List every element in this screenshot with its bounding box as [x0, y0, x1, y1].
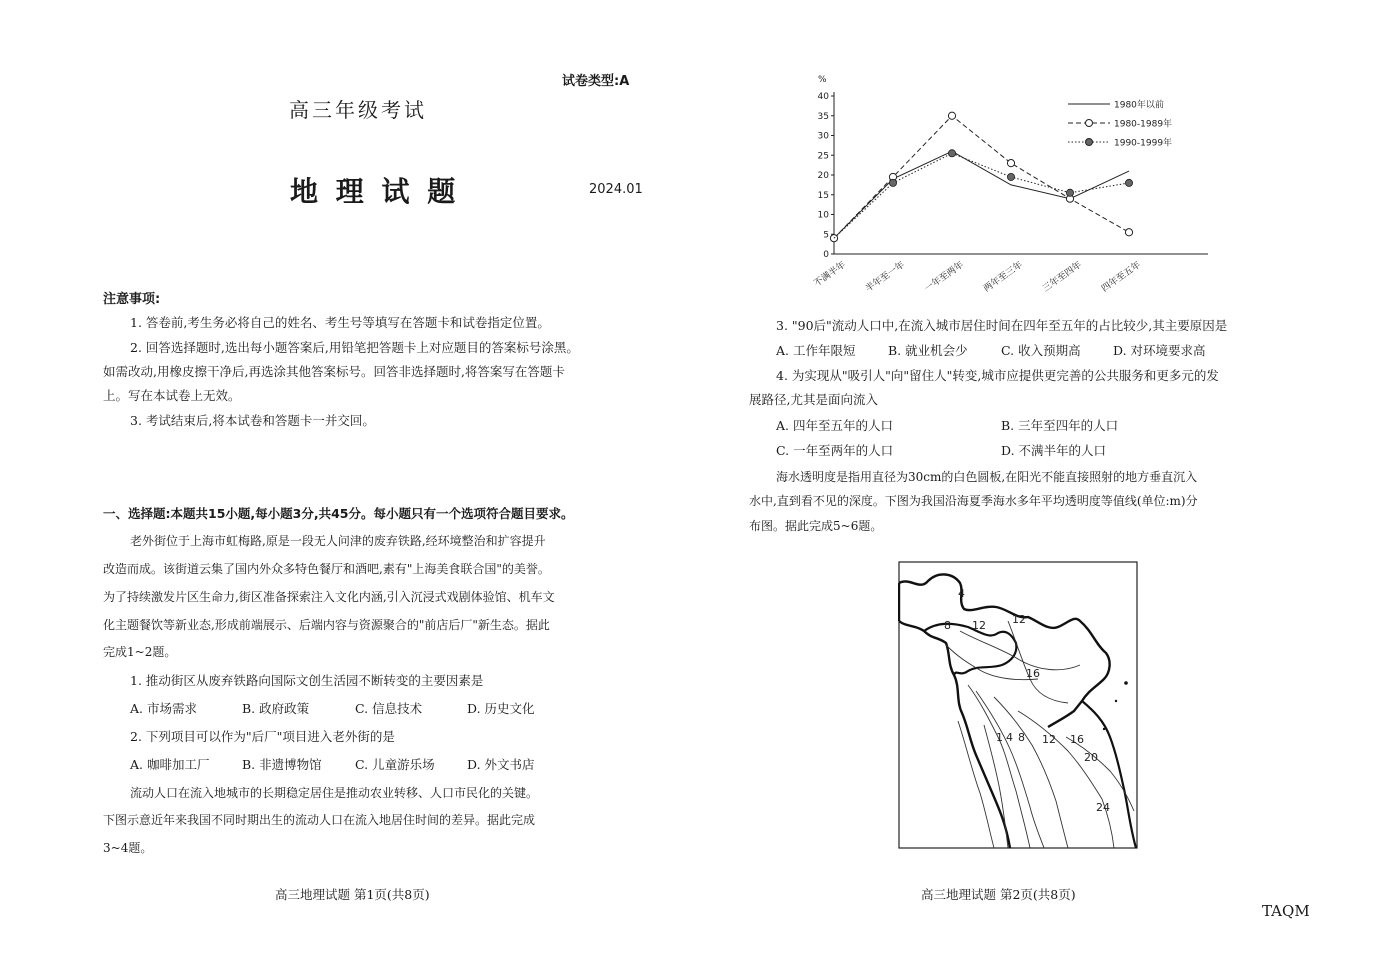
contour-label: 20 [1084, 751, 1098, 764]
page-footer: 高三地理试题 第1页(共8页) [275, 887, 430, 902]
note-line: 3. 考试结束后,将本试卷和答题卡一并交回。 [130, 413, 375, 428]
option: A. 四年至五年的人口 [776, 418, 893, 433]
x-tick-label: 半年至一年 [864, 260, 907, 295]
legend-label: 1990-1999年 [1114, 138, 1173, 149]
chart-series [830, 112, 1132, 242]
note-line: 如需改动,用橡皮擦干净后,再选涂其他答案标号。回答非选择题时,将答案写在答题卡 [103, 364, 565, 379]
data-point [889, 179, 896, 186]
note-line: 2. 回答选择题时,选出每小题答案后,用铅笔把答题卡上对应题目的答案标号涂黑。 [130, 340, 579, 355]
option: A. 工作年限短 [776, 343, 856, 358]
contour-label: 24 [1096, 801, 1110, 814]
option: B. 就业机会少 [888, 343, 968, 358]
contour-label: 16 [1070, 733, 1084, 746]
data-point [948, 150, 955, 157]
page-footer: 高三地理试题 第2页(共8页) [921, 887, 1076, 902]
option: B. 非遗博物馆 [242, 757, 322, 772]
note-line: 上。写在本试卷上无效。 [103, 388, 241, 403]
y-tick-label: 15 [817, 190, 829, 201]
y-tick-label: 5 [823, 230, 829, 241]
data-point [1125, 229, 1132, 236]
data-point [1007, 160, 1014, 167]
y-tick-label: 30 [817, 131, 829, 142]
series-line [834, 153, 1129, 238]
legend-label: 1980-1989年 [1114, 119, 1173, 130]
y-tick-label: 35 [817, 111, 829, 122]
question-stem: 2. 下列项目可以作为"后厂"项目进入老外街的是 [130, 729, 395, 744]
contour-label: 12 [972, 619, 986, 632]
contour-label: 8 [944, 619, 951, 632]
exam-title: 高三年级考试 [289, 98, 427, 122]
contour-label: 12 [1012, 613, 1026, 626]
option: D. 历史文化 [467, 701, 535, 716]
series-line [834, 151, 1129, 238]
y-axis-label: % [818, 75, 827, 85]
x-tick-label: 不满半年 [812, 260, 848, 290]
x-tick-label: 四年至五年 [1100, 260, 1143, 295]
corner-code: TAQM [1262, 902, 1310, 920]
note-line: 1. 答卷前,考生务必将自己的姓名、考生号等填写在答题卡和试卷指定位置。 [130, 315, 550, 330]
passage-line: 流动人口在流入地城市的长期稳定居住是推动农业转移、人口市民化的关键。 [130, 786, 539, 800]
contour-label: 4 [1006, 731, 1013, 744]
exam-date: 2024.01 [589, 182, 643, 197]
passage-line: 下图示意近年来我国不同时期出生的流动人口在流入地居住时间的差异。据此完成 [103, 813, 536, 827]
option: C. 信息技术 [355, 701, 423, 716]
question-stem: 1. 推动街区从废弃铁路向国际文创生活园不断转变的主要因素是 [130, 673, 484, 688]
passage-line: 改造而成。该街道云集了国内外众多特色餐厅和酒吧,素有"上海美食联合国"的美誉。 [103, 562, 550, 576]
notes-heading: 注意事项: [103, 292, 161, 307]
option: B. 政府政策 [242, 701, 310, 716]
passage-line: 海水透明度是指用直径为30cm的白色圆板,在阳光不能直接照射的地方垂直沉入 [776, 470, 1198, 484]
legend-label: 1980年以前 [1114, 100, 1164, 111]
paper-type: 试卷类型:A [562, 74, 630, 89]
series-line [834, 116, 1129, 238]
passage-line: 布图。据此完成5~6题。 [749, 519, 883, 533]
option: D. 外文书店 [467, 757, 535, 772]
option: C. 一年至两年的人口 [776, 443, 894, 458]
chart-legend [1068, 99, 1172, 149]
y-tick-label: 10 [817, 210, 829, 221]
y-tick-label: 25 [817, 151, 829, 162]
passage-line: 为了持续激发片区生命力,街区准备探索注入文化内涵,引入沉浸式戏剧体验馆、机车文 [103, 590, 555, 604]
contour-label: 1 [996, 731, 1003, 744]
data-point [1007, 173, 1014, 180]
passage-line: 水中,直到看不见的深度。下图为我国沿海夏季海水多年平均透明度等值线(单位:m)分 [749, 494, 1198, 508]
contour-label: 12 [1042, 733, 1056, 746]
data-point [1066, 189, 1073, 196]
option: B. 三年至四年的人口 [1001, 418, 1119, 433]
transparency-contour-map [898, 561, 1138, 849]
passage-line: 3~4题。 [103, 841, 153, 855]
x-tick-label: 两年至三年 [982, 260, 1025, 295]
option: A. 咖啡加工厂 [130, 757, 210, 772]
passage-line: 完成1~2题。 [103, 645, 177, 659]
contour-label: 16 [1026, 667, 1040, 680]
question-stem: 4. 为实现从"吸引人"向"留住人"转变,城市应提供更完善的公共服务和更多元的发 [776, 368, 1219, 383]
legend-marker [1086, 139, 1093, 146]
question-stem: 3. "90后"流动人口中,在流入城市居住时间在四年至五年的占比较少,其主要原因是 [776, 318, 1228, 333]
option: D. 不满半年的人口 [1001, 443, 1107, 458]
y-tick-label: 40 [817, 92, 829, 102]
contour-label: 8 [1018, 731, 1025, 744]
residence-time-chart [810, 68, 1210, 298]
x-tick-label: 三年至四年 [1041, 260, 1084, 295]
option: D. 对环境要求高 [1113, 343, 1206, 358]
legend-marker [1086, 120, 1093, 127]
y-tick-label: 20 [817, 171, 829, 181]
question-stem: 展路径,尤其是面向流入 [749, 392, 878, 407]
data-point [1125, 179, 1132, 186]
option: A. 市场需求 [130, 701, 197, 716]
contour-label: 4 [958, 587, 965, 600]
subject-title: 地 理 试 题 [290, 175, 460, 208]
x-tick-label: 一年至两年 [923, 260, 966, 295]
data-point [948, 112, 955, 119]
y-tick-label: 0 [823, 250, 829, 260]
section-heading: 一、选择题:本题共15小题,每小题3分,共45分。每小题只有一个选项符合题目要求。 [103, 506, 574, 521]
option: C. 儿童游乐场 [355, 757, 435, 772]
option: C. 收入预期高 [1001, 343, 1081, 358]
passage-line: 化主题餐饮等新业态,形成前端展示、后端内容与资源聚合的"前店后厂"新生态。据此 [103, 618, 550, 632]
passage-line: 老外街位于上海市虹梅路,原是一段无人问津的废弃铁路,经环境整治和扩容提升 [130, 534, 546, 548]
